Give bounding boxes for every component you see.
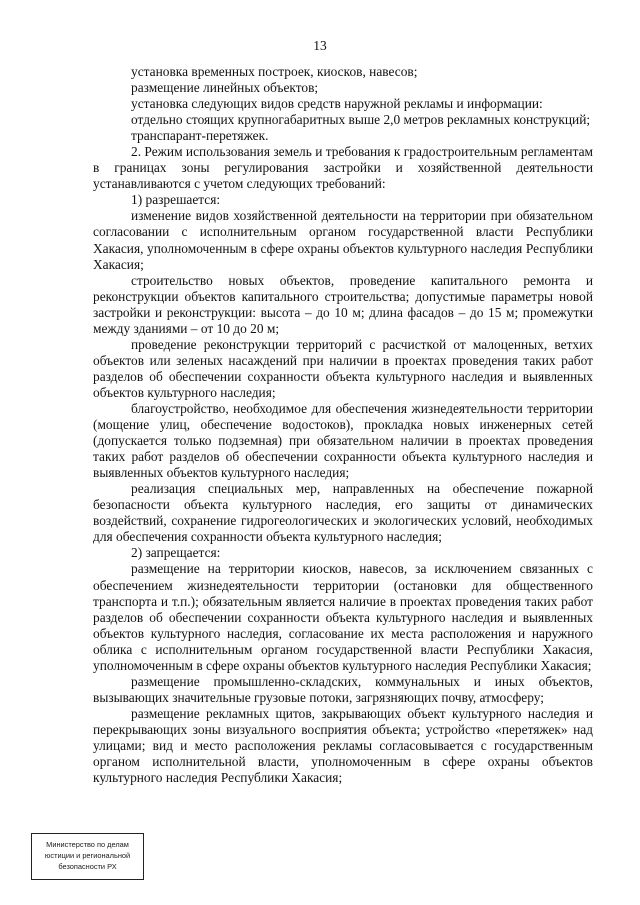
- paragraph: благоустройство, необходимое для обеспечения жизнедеятельности территории (мощение улиц, обеспечение водостоков), прокладка новых инженерных сетей (допускается только подземная) при обязательном наличии в проектах проведения таких работ разделов об обеспечении сохранности объекта культурного наследия и выявленных объектов культурного наследия;: [93, 400, 593, 481]
- paragraph: транспарант-перетяжек.: [131, 128, 269, 144]
- paragraph: установка следующих видов средств наружной рекламы и информации:: [131, 96, 543, 112]
- paragraph: 2. Режим использования земель и требования к градостроительным регламентам в границах зоны регулирования застройки и хозяйственной деятельности устанавливаются с учетом следующих требований:: [93, 144, 593, 192]
- stamp-line: юстиции и региональной: [44, 851, 131, 860]
- stamp-line: Министерство по делам: [46, 840, 129, 849]
- paragraph: проведение реконструкции территорий с расчисткой от малоценных, ветхих объектов или зеленых насаждений при наличии в проектах проведения таких работ разделов об обеспечении сохранности объекта культурного наследия и выявленных объектов культурного наследия;: [93, 336, 593, 400]
- paragraph: установка временных построек, киосков, навесов;: [131, 64, 418, 79]
- paragraph: размещение промышленно-складских, коммунальных и иных объектов, вызывающих значительные грузовые потоки, загрязняющих почву, атмосферу;: [93, 673, 593, 705]
- page-number: 13: [313, 38, 327, 53]
- paragraph: строительство новых объектов, проведение капитального ремонта и реконструкции объектов капитального строительства; допустимые параметры новой застройки и реконструкции: высота – до 10 м; длина фасадов – до 15 м; промежутки между зданиями – от 10 до 20 м;: [93, 272, 593, 336]
- paragraph: 2) запрещается:: [131, 545, 221, 561]
- stamp-line: безопасности РХ: [58, 862, 117, 871]
- ministry-stamp: [31, 833, 144, 880]
- paragraph: размещение на территории киосков, навесов, за исключением связанных с обеспечением жизнедеятельности территории (остановки для общественного транспорта и т.п.); обязательным является наличие в проектах проведения таких работ разделов об обеспечении сохранности объекта культурного наследия и выявленных объектов культурного наследия, согласование их места расположения и наружного облика с исполнительным органом государственной власти Республики Хакасия, уполномоченным в сфере охраны объектов культурного наследия Республики Хакасия;: [93, 561, 593, 673]
- paragraph: размещение рекламных щитов, закрывающих объект культурного наследия и перекрывающих зоны визуального восприятия объекта; устройство «перетяжек» над улицами; вид и место расположения рекламы согласовывается с государственным органом исполнительной власти, уполномоченным в сфере охраны объектов культурного наследия Республики Хакасия;: [93, 705, 593, 786]
- paragraph: 1) разрешается:: [131, 192, 221, 208]
- paragraph: отдельно стоящих крупногабаритных выше 2,0 метров рекламных конструкций;: [131, 112, 591, 128]
- document-body: [93, 64, 593, 786]
- paragraph: реализация специальных мер, направленных на обеспечение пожарной безопасности объекта культурного наследия, его защиты от динамических воздействий, сохранение гидрогеологических и экологических условий, необходимых для обеспечения сохранности объекта культурного наследия;: [93, 481, 593, 545]
- paragraph: изменение видов хозяйственной деятельности на территории при обязательном согласовании с исполнительным органом государственной власти Республики Хакасия, уполномоченным в сфере охраны объектов культурного наследия Республики Хакасия;: [93, 208, 593, 272]
- paragraph: размещение линейных объектов;: [131, 80, 319, 96]
